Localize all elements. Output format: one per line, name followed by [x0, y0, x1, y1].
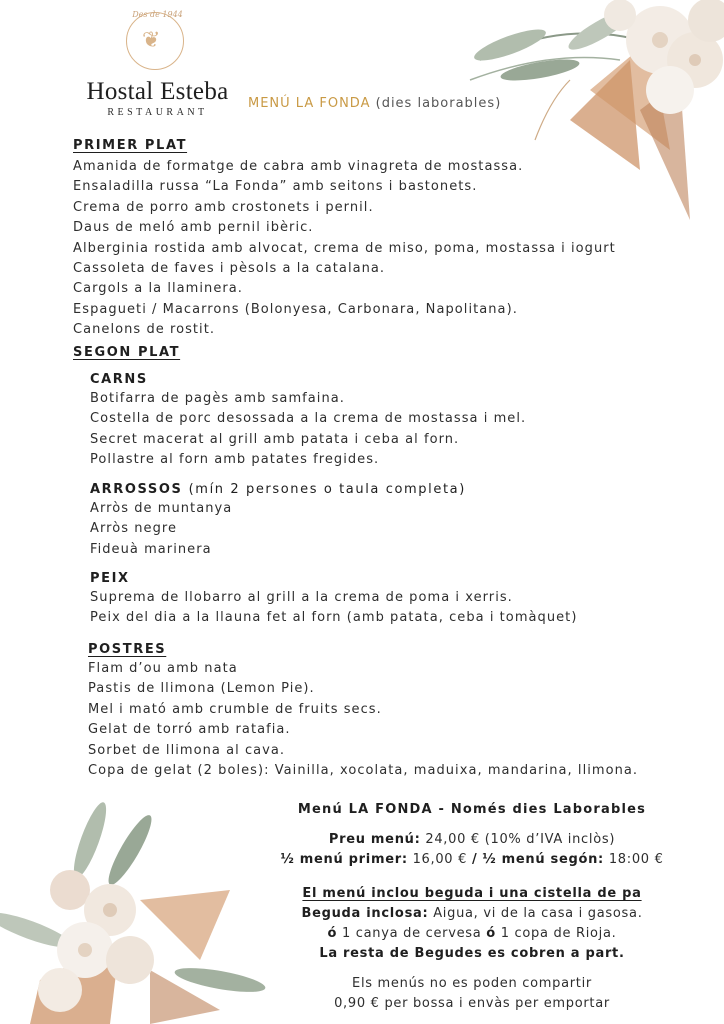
list-item: Peix del dia a la llauna fet al forn (amb patata, ceba i tomàquet) [90, 610, 578, 626]
list-item: Flam d’ou amb nata [88, 661, 238, 676]
includes-title: El menú inclou beguda i una cistella de pa [302, 886, 642, 901]
list-item: Fideuà marinera [90, 541, 212, 557]
takeaway-note: 0,90 € per bossa i envàs per emportar [334, 996, 610, 1011]
list-item: Cargols a la llaminera. [73, 281, 243, 297]
alt-or-1: ó [327, 926, 338, 941]
footer-title: Menú LA FONDA - Només dies Laborables [297, 802, 647, 817]
drink-label: Beguda inclosa: [301, 906, 429, 921]
list-item: Arròs de muntanya [90, 501, 233, 516]
carns-list [90, 389, 526, 471]
list-item: Arròs negre [90, 521, 178, 537]
rest-drinks: La resta de Begudes es cobren a part. [319, 946, 625, 961]
menu-title-main: MENÚ LA FONDA [248, 96, 371, 111]
price-line [262, 830, 682, 850]
drink-line [262, 904, 682, 924]
half-menu-line [262, 850, 682, 870]
subheading-arrossos [90, 482, 466, 497]
list-item: Espagueti / Macarrons (Bolonyesa, Carbonara, Napolitana). [73, 301, 518, 317]
list-item: Ensaladilla russa “La Fonda” amb seitons i bastonets. [73, 179, 478, 195]
list-item: Sorbet de llimona al cava. [88, 742, 286, 758]
list-item: Copa de gelat (2 boles): Vainilla, xocolata, maduixa, mandarina, llimona. [88, 762, 639, 778]
list-item: Alberginia rostida amb alvocat, crema de miso, poma, mostassa i iogurt [73, 240, 616, 256]
list-item: Crema de porro amb crostonets i pernil. [73, 199, 374, 215]
list-item: Botifarra de pagès amb samfaina. [90, 391, 345, 406]
menu-title [248, 96, 501, 111]
list-item: Pollastre al forn amb patates fregides. [90, 452, 380, 468]
half-segon-value: 18:00 € [608, 852, 664, 867]
half-separator: / [471, 852, 478, 867]
list-item: Cassoleta de faves i pèsols a la catalana. [73, 260, 386, 276]
floral-decoration-bottom [0, 780, 270, 1024]
arrossos-note: (mín 2 persones o taula completa) [188, 482, 466, 497]
menu-title-note: (dies laborables) [375, 96, 502, 111]
logo-mark-icon: ❦ [142, 28, 161, 53]
arrossos-list [90, 499, 232, 560]
alt-or-2: ó [486, 926, 496, 941]
half-primer-label: ½ menú primer: [280, 852, 408, 867]
list-item: Pastis de llimona (Lemon Pie). [88, 681, 315, 697]
restaurant-subtitle: RESTAURANT [107, 107, 208, 118]
subheading-peix: PEIX [90, 571, 130, 586]
alt-beer: 1 canya de cervesa [341, 926, 482, 941]
list-item: Amanida de formatge de cabra amb vinagreta de mostassa. [73, 159, 524, 174]
postres-list [88, 659, 638, 781]
list-item: Secret macerat al grill amb patata i ceba al forn. [90, 431, 460, 447]
restaurant-logo [70, 6, 245, 118]
drink-value: Aigua, vi de la casa i gasosa. [433, 906, 643, 921]
primer-plat-list [73, 157, 616, 341]
logo-since: Des de 1944 [132, 10, 183, 19]
no-share-note: Els menús no es poden compartir [352, 976, 592, 991]
price-label: Preu menú: [328, 832, 421, 847]
half-segon-label: ½ menú segón: [482, 852, 604, 867]
section-heading-segon-plat: SEGON PLAT [73, 345, 181, 360]
list-item: Mel i mató amb crumble de fruits secs. [88, 701, 382, 717]
menu-footer [262, 800, 682, 1014]
subheading-carns: CARNS [90, 372, 148, 387]
restaurant-name: Hostal Esteba [86, 78, 229, 105]
list-item: Suprema de llobarro al grill a la crema de poma i xerris. [90, 590, 513, 605]
arrossos-title: ARROSSOS [90, 482, 183, 497]
price-value: 24,00 € (10% d’IVA inclòs) [425, 832, 616, 847]
alternative-drink-line [262, 924, 682, 944]
list-item: Costella de porc desossada a la crema de mostassa i mel. [90, 411, 527, 427]
section-heading-postres: POSTRES [88, 642, 167, 657]
alt-rioja: 1 copa de Rioja. [500, 926, 617, 941]
list-item: Daus de meló amb pernil ibèric. [73, 220, 314, 236]
list-item: Canelons de rostit. [73, 322, 216, 338]
half-primer-value: 16,00 € [412, 852, 468, 867]
list-item: Gelat de torró amb ratafia. [88, 722, 291, 738]
section-heading-primer-plat: PRIMER PLAT [73, 138, 188, 153]
peix-list [90, 588, 577, 629]
